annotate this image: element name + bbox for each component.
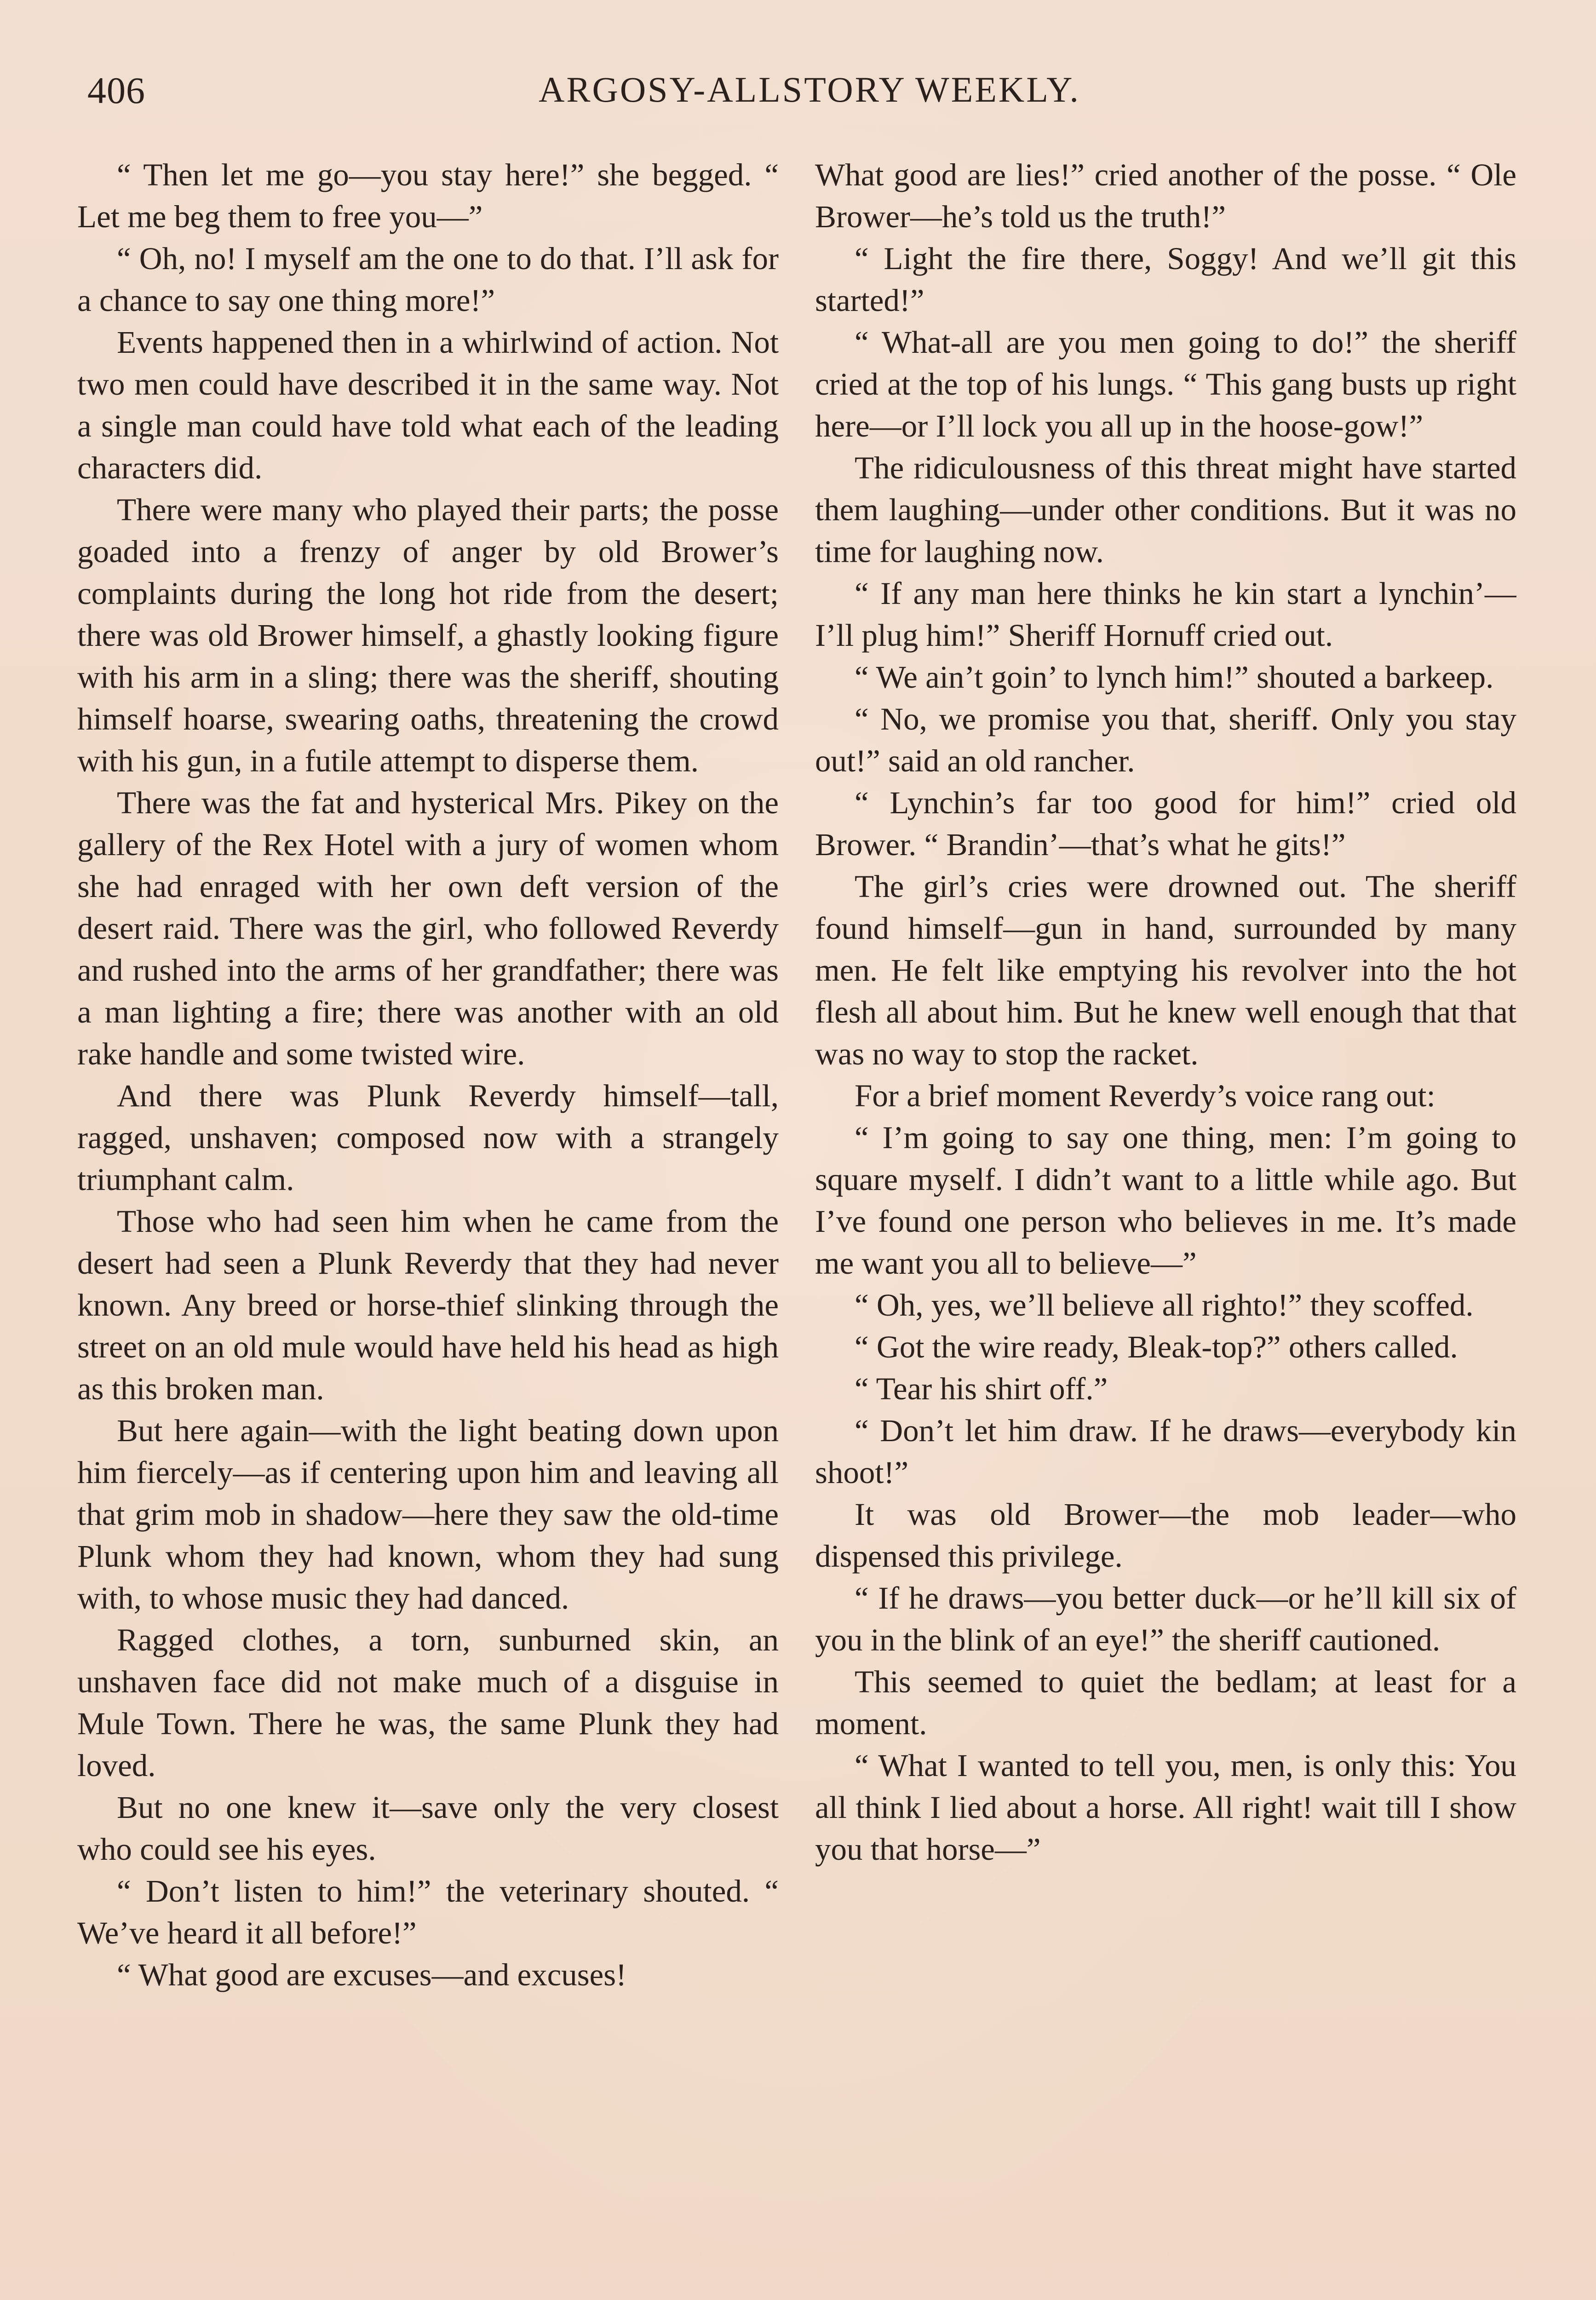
paragraph: Those who had seen him when he came from the desert had seen a Plunk Reverdy that they had never known. Any breed or horse-thief slinking through the street on an old mule would have held his head as high as this broken man. <box>77 1204 779 1406</box>
right-column <box>815 154 1516 2300</box>
running-head: ARGOSY-ALLSTORY WEEKLY. <box>539 69 1080 109</box>
paragraph: There was the fat and hysterical Mrs. Pikey on the gallery of the Rex Hotel with a jury of women whom she had enraged with her own deft version of the desert raid. There was the girl, who followed Reverdy and rushed into the arms of her grandfather; there was a man lighting a fire; there was another with an old rake handle and some twisted wire. <box>77 785 779 1071</box>
paragraph: Ragged clothes, a torn, sunburned skin, an unshaven face did not make much of a disguise in Mule Town. There he was, the same Plunk they had loved. <box>77 1622 779 1783</box>
paragraph-continued: What good are lies!” cried another of the posse. “ Ole Brower—he’s told us the truth!” <box>815 157 1516 234</box>
paragraph: “ Don’t listen to him!” the veterinary shouted. “ We’ve heard it all before!” <box>77 1874 779 1950</box>
paragraph: “ We ain’t goin’ to lynch him!” shouted a barkeep. <box>855 660 1494 695</box>
paragraph: “ Oh, yes, we’ll believe all righto!” they scoffed. <box>855 1288 1474 1322</box>
paragraph: “ If any man here thinks he kin start a lynchin’—I’ll plug him!” Sheriff Hornuff cried out. <box>815 576 1516 653</box>
page-number: 406 <box>87 69 145 111</box>
paragraph: There were many who played their parts; the posse goaded into a frenzy of anger by old Brower’s complaints during the long hot ride from the desert; there was old Brower himself, a ghastly looking figure with his arm in a sling; there was the sheriff, shouting himself hoarse, swearing oaths, threatening the crowd with his gun, in a futile attempt to disperse them. <box>77 492 779 778</box>
paragraph: The girl’s cries were drowned out. The sheriff found himself—gun in hand, surrounded by many men. He felt like emptying his revolver into the hot flesh all about him. But he knew well enough that that was no way to stop the racket. <box>815 869 1516 1071</box>
paragraph: It was old Brower—the mob leader—who dispensed this privilege. <box>815 1497 1516 1574</box>
paragraph: The ridiculousness of this threat might have started them laughing—under other conditions. But it was no time for laughing now. <box>815 450 1516 569</box>
paragraph: “ I’m going to say one thing, men: I’m going to square myself. I didn’t want to a little while ago. But I’ve found one person who believes in me. It’s made me want you all to believe—” <box>815 1120 1516 1281</box>
paragraph: “ What-all are you men going to do!” the sheriff cried at the top of his lungs. “ This gang busts up right here—or I’ll lock you all up in the hoose-gow!” <box>815 325 1516 443</box>
left-column <box>77 154 779 2300</box>
paragraph: “ No, we promise you that, sheriff. Only you stay out!” said an old rancher. <box>815 702 1516 778</box>
page-header <box>87 69 1532 124</box>
paragraph: But no one knew it—save only the very closest who could see his eyes. <box>77 1790 779 1867</box>
paragraph: “ Lynchin’s far too good for him!” cried old Brower. “ Brandin’—that’s what he gits!” <box>815 785 1516 862</box>
paragraph: But here again—with the light beating down upon him fiercely—as if centering upon him and leaving all that grim mob in shadow—here they saw the old-time Plunk whom they had known, whom they had sung with, to whose music they had danced. <box>77 1413 779 1616</box>
paragraph: “ Got the wire ready, Bleak-top?” others called. <box>855 1329 1458 1364</box>
paragraph: For a brief moment Reverdy’s voice rang out: <box>855 1078 1435 1113</box>
paragraph: This seemed to quiet the bedlam; at least for a moment. <box>815 1664 1516 1741</box>
paragraph: “ Light the fire there, Soggy! And we’ll git this started!” <box>815 241 1516 318</box>
paragraph: “ Oh, no! I myself am the one to do that. I’ll ask for a chance to say one thing more!” <box>77 241 779 318</box>
paragraph: And there was Plunk Reverdy himself—tall, ragged, unshaven; composed now with a strangely triumphant calm. <box>77 1078 779 1197</box>
paragraph: “ What I wanted to tell you, men, is only this: You all think I lied about a horse. All right! wait till I show you that horse—” <box>815 1748 1516 1867</box>
paragraph: “ What good are excuses—and excuses! <box>117 1957 627 1992</box>
paragraph: “ If he draws—you better duck—or he’ll kill six of you in the blink of an eye!” the sheriff cautioned. <box>815 1581 1516 1657</box>
paragraph: “ Tear his shirt off.” <box>855 1371 1108 1406</box>
paragraph: “ Don’t let him draw. If he draws—everybody kin shoot!” <box>815 1413 1516 1490</box>
paragraph: Events happened then in a whirlwind of action. Not two men could have described it in the same way. Not a single man could have told what each of the leading characters did. <box>77 325 779 485</box>
paragraph: “ Then let me go—you stay here!” she begged. “ Let me beg them to free you—” <box>77 157 779 234</box>
